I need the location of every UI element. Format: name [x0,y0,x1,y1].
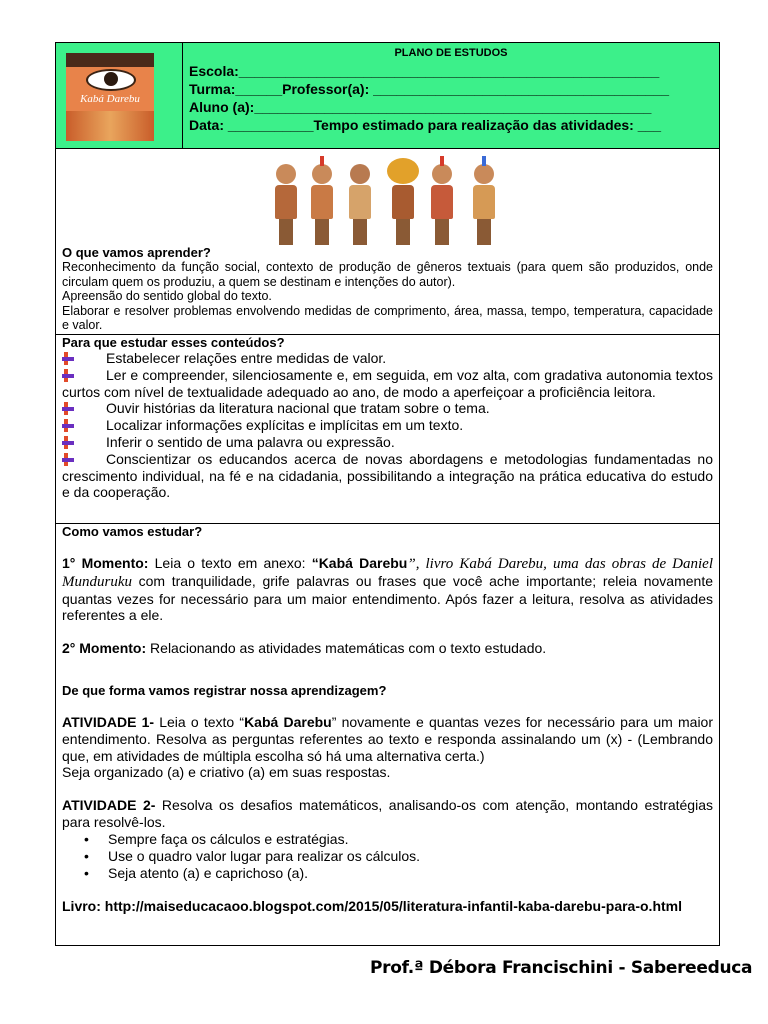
divider-rule: __________________________________________________________________ [62,656,576,669]
list-item: • Seja atento (a) e caprichoso (a). [84,864,308,881]
logo-cell [56,43,183,148]
list-item: Conscientizar os educandos acerca de novas abordagens e metodologias fundamentadas no crescimento individual, na fé e na cidadania, possibilitando a integração na prática educativa do estudo e da cooperação. [62,450,713,501]
bullet-dot-icon: • [84,847,89,864]
arrow-bullet-icon [62,419,76,432]
header [56,43,719,149]
footer-author: Prof.ª Débora Francischini - Sabereeduca [370,958,753,978]
section-aprender [56,149,719,335]
list-item: Estabelecer relações entre medidas de valor. [62,350,713,367]
list-item: • Sempre faça os cálculos e estratégias. [84,830,349,847]
aprender-title: O que vamos aprender? [62,245,211,260]
list-item: Inferir o sentido de uma palavra ou expressão. [62,434,713,451]
indigenous-children-illustration [273,155,505,245]
registrar-title: De que forma vamos registrar nossa aprendizagem? [62,683,387,698]
atividade-1-note: Seja organizado (a) e criativo (a) em suas respostas. [62,764,391,781]
livro-link[interactable]: Livro: http://maiseducacaoo.blogspot.com/2015/05/literatura-infantil-kaba-darebu-para-o.html [62,897,682,914]
list-item: Localizar informações explícitas e implícitas em um texto. [62,417,713,434]
data-field: Data: ___________Tempo estimado para realização das atividades: ___ [189,117,662,133]
aprender-text-2: Apreensão do sentido global do texto. [62,289,272,303]
aprender-text-1: Reconhecimento da função social, contexto de produção de gêneros textuais (para quem são produzidos, onde circulam quem os produziu, a quem se destinam e intenções do autor). [62,260,713,289]
arrow-bullet-icon [62,352,76,365]
arrow-bullet-icon [62,369,76,382]
list-item: • Use o quadro valor lugar para realizar os cálculos. [84,847,421,864]
section-para-que [56,335,719,524]
aprender-text-3: Elaborar e resolver problemas envolvendo medidas de comprimento, área, massa, tempo, temperatura, capacidade e valor. [62,303,713,332]
arrow-bullet-icon [62,436,76,449]
study-plan-frame [55,42,720,946]
list-item: Ler e compreender, silenciosamente e, em seguida, em voz alta, com gradativa autonomia textos curtos com nível de textualidade adequado ao ano, de modo a aperfeiçoar a proficiência leitora. [62,366,713,400]
atividade-1: ATIVIDADE 1- Leia o texto “Kabá Darebu” novamente e quantas vezes for necessário para um maior entendimento. Resolva as perguntas referentes ao texto e responda assinalando um (x) - (Lembrando que, em atividades de múltipla escolha só há uma alternativa certa.) [62,714,714,764]
page-title: PLANO DE ESTUDOS [394,47,508,59]
para-que-title: Para que estudar esses conteúdos? [62,335,285,350]
momento-1: 1° Momento: Leia o texto em anexo: “Kabá Darebu”, livro Kabá Darebu, uma das obras de Daniel Munduruku com tranquilidade, grife palavras ou frases que você ache importante; releia novamente quantas vezes for necessário para um maior entendimento. Após fazer a leitura, resolva as atividades referentes a ele. [62,555,713,624]
form-cell [183,43,719,148]
atividade-2: ATIVIDADE 2- Resolva os desafios matemáticos, analisando-os com atenção, montando estratégias para resolvê-los. [62,797,713,830]
book-cover-title: Kabá Darebu [80,93,140,105]
turma-field: Turma:______Professor(a): ______________________________________ [189,81,670,97]
bullet-dot-icon: • [84,830,89,847]
escola-field: Escola:______________________________________________________ [189,63,660,79]
como-title: Como vamos estudar? [62,524,203,539]
book-cover-image [66,53,154,141]
momento-2: 2° Momento: Relacionando as atividades matemáticas com o texto estudado. [62,640,547,657]
atividade-2-list [62,831,713,882]
bullet-dot-icon: • [84,864,89,881]
arrow-bullet-icon [62,453,76,466]
arrow-bullet-icon [62,402,76,415]
section-registrar [56,683,719,945]
section-como [56,524,719,694]
list-item: Ouvir histórias da literatura nacional que tratam sobre o tema. [62,400,713,417]
aluno-field: Aluno (a):___________________________________________________ [189,99,652,115]
